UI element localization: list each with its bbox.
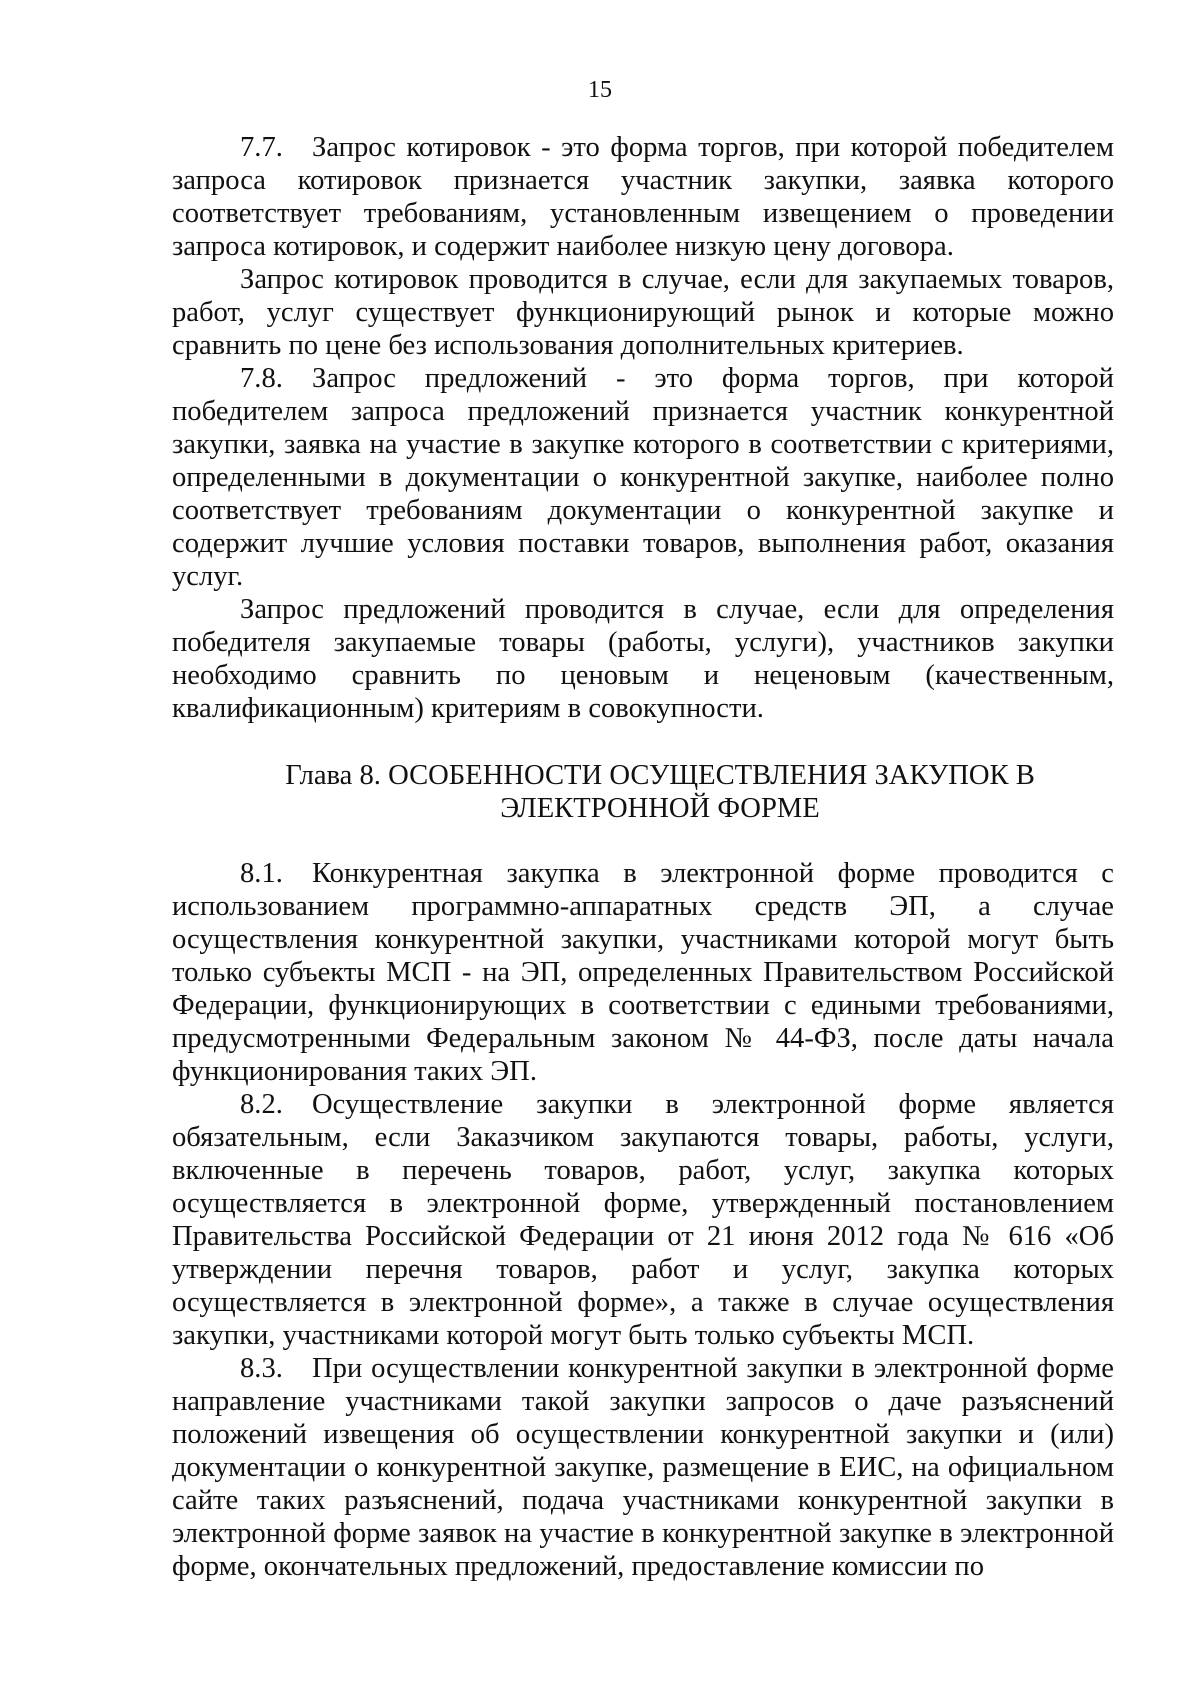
- paragraph-number: 8.2.: [240, 1089, 283, 1120]
- paragraph-8-1: [172, 857, 1114, 1088]
- paragraph-text: Осуществление закупки в электронной форме является обязательным, если Заказчиком закупаются товары, работы, услуги, включенные в перечень товаров, работ, услуг, закупка которых осуществляется в электронной форме, утвержденный постановлением Правительства Российской Федерации от 21 июня 2012 года № 616 «Об утверждении перечня товаров, работ и услуг, закупка которых осуществляется в электронной форме», а также в случае осуществления закупки, участниками которой могут быть только субъекты МСП.: [172, 1089, 1114, 1351]
- chapter-heading-line-1: Глава 8. ОСОБЕННОСТИ ОСУЩЕСТВЛЕНИЯ ЗАКУПОК В: [285, 760, 1035, 791]
- chapter-heading-line-2: ЭЛЕКТРОННОЙ ФОРМЕ: [500, 793, 820, 824]
- page-number: 15: [588, 77, 612, 103]
- paragraph-text: При осуществлении конкурентной закупки в электронной форме направление участниками такой закупки запросов о даче разъяснений положений извещения об осуществлении конкурентной закупки и (или) документации о конкурентной закупке, размещение в ЕИС, на официальном сайте таких разъяснений, подача участниками конкурентной закупки в электронной форме заявок на участие в конкурентной закупке в электронной форме, окончательных предложений, предоставление комиссии по: [172, 1353, 1114, 1582]
- paragraph-number: 8.1.: [240, 858, 283, 889]
- paragraph-8-3: [172, 1352, 1114, 1583]
- paragraph-text: Запрос предложений - это форма торгов, при которой победителем запроса предложений признается участник конкурентной закупки, заявка на участие в закупке которого в соответствии с критериями, определенными в документации о конкурентной закупке, наиболее полно соответствует требованиям документации о конкурентной закупке и содержит лучшие условия поставки товаров, выполнения работ, оказания услуг.: [172, 363, 1114, 592]
- chapter-heading: [172, 759, 1114, 825]
- paragraph-quotation-request-conditions: [172, 263, 1114, 362]
- paragraph-text: Запрос котировок - это форма торгов, при которой победителем запроса котировок признается участник закупки, заявка которого соответствует требованиям, установленным извещением о проведении запроса котировок, и содержит наиболее низкую цену договора.: [172, 132, 1114, 262]
- paragraph-7-8: [172, 362, 1114, 593]
- paragraph-number: 7.8.: [240, 363, 283, 394]
- paragraph-8-2: [172, 1088, 1114, 1352]
- paragraph-number: 8.3.: [240, 1353, 283, 1384]
- paragraph-7-7: [172, 131, 1114, 263]
- paragraph-number: 7.7.: [240, 132, 283, 163]
- paragraph-text: Конкурентная закупка в электронной форме проводится с использованием программно-аппаратных средств ЭП, а случае осуществления конкурентной закупки, участниками которой могут быть только субъекты МСП - на ЭП, определенных Правительством Российской Федерации, функционирующих в соответствии с едиными требованиями, предусмотренными Федеральным законом № 44-ФЗ, после даты начала функционирования таких ЭП.: [172, 858, 1114, 1087]
- paragraph-text: Запрос предложений проводится в случае, если для определения победителя закупаемые товары (работы, услуги), участников закупки необходимо сравнить по ценовым и неценовым (качественным, квалификационным) критериям в совокупности.: [172, 594, 1114, 724]
- document-body: [172, 131, 1114, 1583]
- paragraph-proposal-request-conditions: [172, 593, 1114, 725]
- paragraph-text: Запрос котировок проводится в случае, если для закупаемых товаров, работ, услуг существует функционирующий рынок и которые можно сравнить по цене без использования дополнительных критериев.: [172, 264, 1114, 361]
